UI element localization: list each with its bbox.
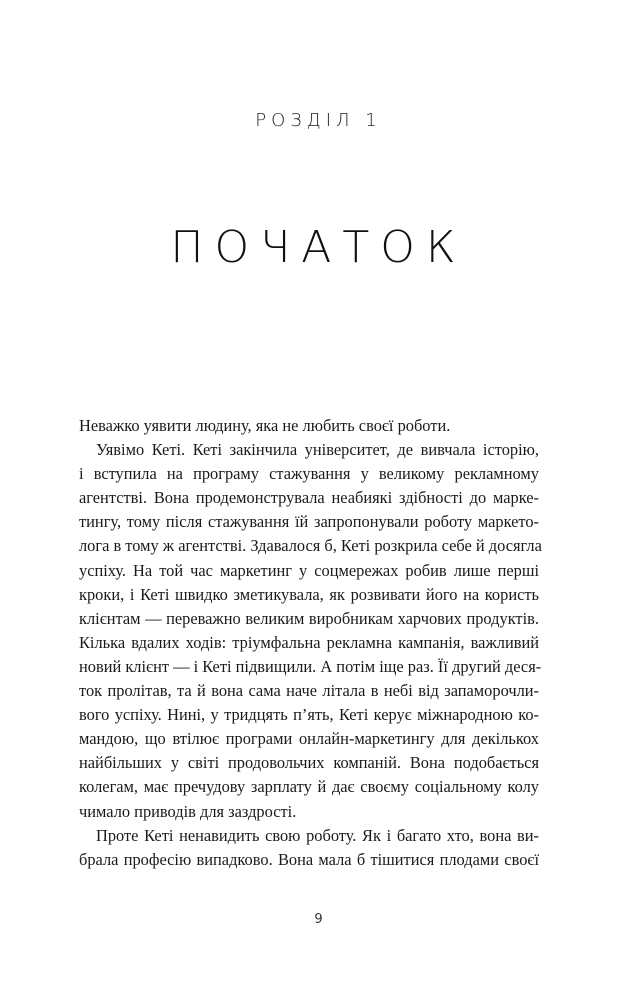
text-line: новий клієнт — і Кеті підвищили. А потім іще раз. Її другий деся- [79,656,542,676]
text-line: чимало приводів для заздрості. [79,801,297,821]
text-line: кроки, і Кеті швидко зметикувала, як розвивати його на користь [79,584,539,604]
text-line: і вступила на програму стажування у великому рекламному [79,464,539,484]
text-line: мандою, що втілює програми онлайн-маркетингу для декількох [79,729,539,749]
text-line: колегам, має пречудову зарплату й дає своєму соціальному колу [79,777,539,797]
body-text [79,414,542,872]
chapter-number: РОЗДІЛ 1 [255,110,382,131]
text-line: вого успіху. Нині, у тридцять п’ять, Кеті керує міжнародною ко- [79,705,539,725]
text-line: тингу, тому після стажування їй запропонували роботу маркето- [79,512,539,532]
text-line: Проте Кеті ненавидить свою роботу. Як і багато хто, вона ви- [96,825,539,845]
text-line: найбільших у світі продовольчих компаній. Вона подобається [79,753,539,773]
text-line: ток пролітав, та й вона сама наче літала в небі від запаморочли- [79,681,539,701]
text-line: успіху. На той час маркетинг у соцмережах робив лише перші [79,560,539,580]
text-line: Уявімо Кеті. Кеті закінчила університет, де вивчала історію, [96,440,539,460]
text-line: брала професію випадково. Вона мала б тішитися плодами своєї [79,849,539,869]
text-line: Неважко уявити людину, яка не любить своєї роботи. [79,416,451,435]
text-line: агентстві. Вона продемонструвала неабиякі здібності до марке- [79,488,539,508]
chapter-title: ПОЧАТОК [170,222,467,273]
page-number: 9 [314,912,323,927]
text-line: клієнтам — переважно великим виробникам харчових продуктів. [79,608,539,628]
text-line: Кілька вдалих ходів: тріумфальна рекламна кампанія, важливий [79,632,539,652]
text-line: лога в тому ж агентстві. Здавалося б, Кеті розкрила себе й досягла [79,536,542,556]
